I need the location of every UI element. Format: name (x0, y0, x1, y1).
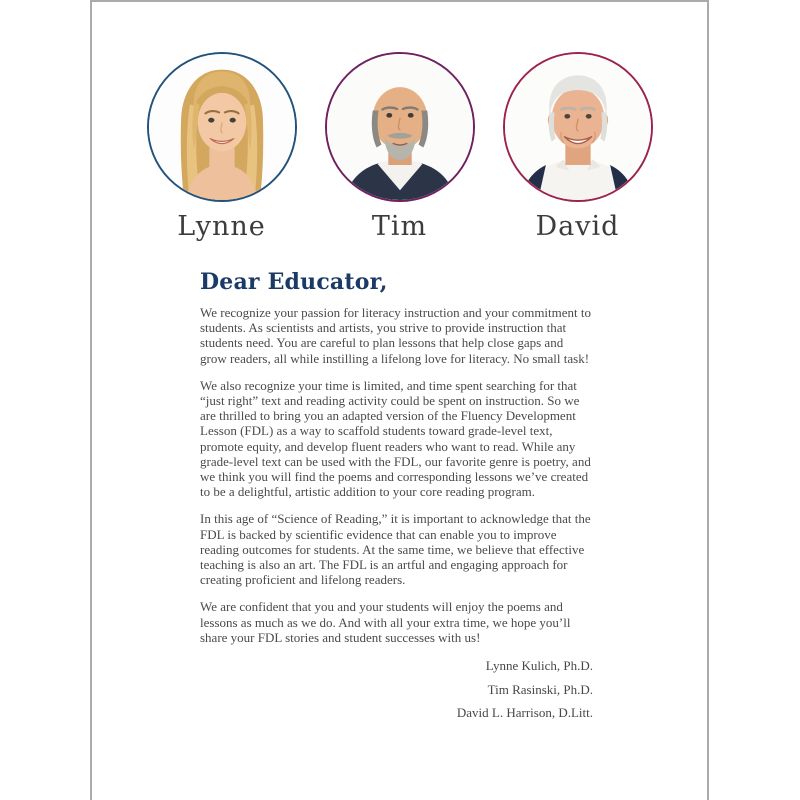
letter-paragraph-4: We are confident that you and your students will enjoy the poems and lessons as much as we do. And with all your extra time, we hope you’ll share your FDL stories and student successes with us! (200, 599, 571, 645)
letter-paragraph-2: We also recognize your time is limited, and time spent searching for that “just right” text and reading activity could be spent on instruction. So we are thrilled to bring you an adapted version of the Fluency Development Lesson (FDL) as a way to scaffold students toward grade-level text, promote equity, and develop fluent readers who want to read. While any grade-level text can be used with the FDL, our favorite genre is poetry, and we think you will find the poems and corresponding lessons we’ve created to be a delightful, artistic addition to your core reading program. (200, 377, 591, 500)
tim-portrait (325, 52, 475, 202)
author-name-tim: Tim (371, 211, 428, 242)
lynne-portrait (147, 52, 297, 202)
author-name-lynne: Lynne (177, 211, 266, 242)
authors-row (92, 52, 707, 242)
tim-avatar-illustration (327, 54, 473, 200)
david-portrait (503, 52, 653, 202)
letter-paragraph-3: In this age of “Science of Reading,” it is important to acknowledge that the FDL is backed by scientific evidence that can enable you to improve reading outcomes for students. At the same time, we believe that effective teaching is also an art. The FDL is an artful and engaging approach for creating proficient and lifelong readers. (200, 511, 591, 588)
author-tim (323, 52, 477, 242)
signature-david-harrison: David L. Harrison, D.Litt. (456, 705, 593, 721)
signature-block (200, 659, 593, 719)
letter-paragraph-1: We recognize your passion for literacy instruction and your commitment to students. As scientists and artists, you strive to provide instruction that students need. You are careful to plan lessons that help close gaps and grow readers, all while instilling a lifelong love for literacy. No small task! (200, 305, 592, 366)
david-avatar-illustration (505, 54, 651, 200)
author-david (501, 52, 655, 242)
signature-tim-rasinski: Tim Rasinski, Ph.D. (487, 681, 593, 697)
signature-lynne-kulich: Lynne Kulich, Ph.D. (485, 658, 593, 674)
author-lynne (145, 52, 299, 242)
letter-heading: Dear Educator, (200, 269, 388, 295)
lynne-avatar-illustration (149, 54, 295, 200)
letter-body (200, 268, 593, 730)
letter-page (90, 0, 709, 800)
author-name-david: David (535, 211, 620, 242)
